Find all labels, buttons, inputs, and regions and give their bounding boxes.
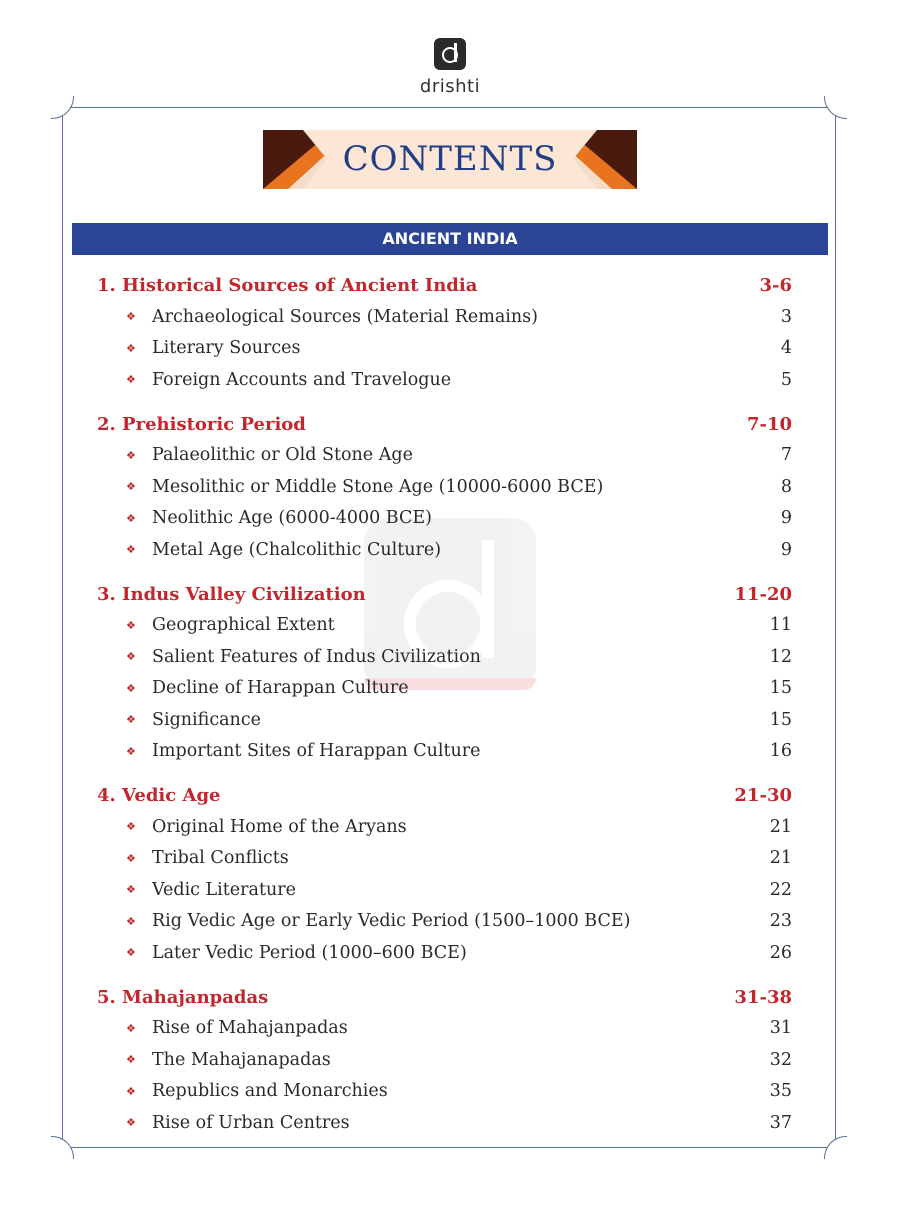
list-item-label: Neolithic Age (6000-4000 BCE) [152, 508, 432, 529]
diamond-bullet-icon: ❖ [126, 373, 136, 387]
list-item[interactable] [97, 906, 792, 938]
diamond-bullet-icon: ❖ [126, 713, 136, 727]
diamond-bullet-icon: ❖ [126, 946, 136, 960]
list-item-page: 8 [780, 476, 792, 497]
contents-banner [263, 130, 637, 189]
diamond-bullet-icon: ❖ [126, 1053, 136, 1067]
list-item-left [97, 1113, 350, 1133]
list-item-label: Decline of Harappan Culture [152, 678, 409, 699]
chapter-title: 5. Mahajanpadas [97, 986, 269, 1008]
diamond-bullet-icon: ❖ [126, 618, 136, 632]
list-item[interactable] [97, 1044, 792, 1076]
diamond-bullet-icon: ❖ [126, 1116, 136, 1130]
list-item-left [97, 508, 432, 528]
list-item-label: Salient Features of Indus Civilization [152, 646, 481, 667]
list-item-page: 23 [769, 911, 792, 932]
chapter-row[interactable] [97, 780, 792, 811]
contents-title: CONTENTS [342, 139, 558, 179]
chapter-title: 4. Vedic Age [97, 785, 221, 806]
list-item[interactable] [97, 736, 792, 768]
chapter [97, 982, 792, 1139]
diamond-bullet-icon: ❖ [126, 681, 136, 695]
list-item-page: 12 [769, 646, 792, 667]
list-item-left [97, 911, 630, 931]
section-header: ANCIENT INDIA [72, 223, 828, 255]
list-item-left [97, 647, 481, 667]
diamond-bullet-icon: ❖ [126, 650, 136, 664]
table-of-contents [97, 270, 792, 1152]
list-item-page: 22 [769, 879, 792, 900]
list-item-left [97, 615, 335, 635]
list-item-label: Rise of Mahajanpadas [152, 1018, 348, 1039]
list-item-left [97, 880, 296, 900]
list-item-label: Important Sites of Harappan Culture [152, 741, 481, 762]
list-item-left [97, 1081, 388, 1101]
list-item-label: Literary Sources [152, 338, 301, 359]
list-item-left [97, 1018, 348, 1038]
list-item-left [97, 741, 480, 761]
list-item-page: 26 [769, 942, 792, 963]
list-item-label: Archaeological Sources (Material Remains) [152, 306, 538, 327]
list-item-left [97, 1050, 331, 1070]
drishti-logo-icon [434, 38, 466, 70]
list-item-label: Foreign Accounts and Travelogue [152, 369, 452, 390]
list-item-label: Republics and Monarchies [152, 1081, 388, 1102]
chapter-row[interactable] [97, 982, 792, 1013]
diamond-bullet-icon: ❖ [126, 883, 136, 897]
diamond-bullet-icon: ❖ [126, 1084, 136, 1098]
list-item-left [97, 445, 413, 465]
list-item[interactable] [97, 704, 792, 736]
chapter [97, 409, 792, 566]
list-item-page: 3 [780, 306, 792, 327]
list-item-page: 16 [769, 741, 792, 762]
list-item[interactable] [97, 673, 792, 705]
list-item-left [97, 370, 451, 390]
list-item-page: 21 [769, 816, 792, 837]
list-item-left [97, 338, 301, 358]
list-item[interactable] [97, 301, 792, 333]
list-item[interactable] [97, 937, 792, 969]
list-item-label: Tribal Conflicts [152, 848, 289, 869]
diamond-bullet-icon: ❖ [126, 914, 136, 928]
chapter [97, 270, 792, 396]
diamond-bullet-icon: ❖ [126, 851, 136, 865]
list-item-page: 4 [780, 338, 792, 359]
list-item-page: 9 [780, 539, 792, 560]
list-item-left [97, 477, 603, 497]
list-item[interactable] [97, 1107, 792, 1139]
chapter-pages: 7-10 [746, 413, 792, 435]
list-item-left [97, 943, 467, 963]
list-item[interactable] [97, 333, 792, 365]
list-item-label: Palaeolithic or Old Stone Age [152, 445, 413, 466]
chapter-pages: 11-20 [734, 583, 792, 605]
list-item-label: The Mahajanapadas [152, 1049, 331, 1070]
diamond-bullet-icon: ❖ [126, 820, 136, 834]
chapter-row[interactable] [97, 409, 792, 440]
list-item[interactable] [97, 440, 792, 472]
list-item-page: 15 [769, 709, 792, 730]
list-item-left [97, 307, 538, 327]
list-item-page: 15 [769, 678, 792, 699]
list-item[interactable] [97, 364, 792, 396]
chapter-pages: 3-6 [759, 275, 792, 296]
list-item-left [97, 710, 261, 730]
list-item[interactable] [97, 1076, 792, 1108]
list-item-page: 5 [780, 369, 792, 390]
list-item[interactable] [97, 843, 792, 875]
list-item-label: Later Vedic Period (1000–600 BCE) [152, 942, 467, 963]
list-item-label: Rise of Urban Centres [152, 1112, 350, 1133]
list-item-label: Vedic Literature [152, 879, 296, 900]
chapter-title: 1. Historical Sources of Ancient India [97, 275, 478, 296]
diamond-bullet-icon: ❖ [126, 480, 136, 494]
chapter [97, 780, 792, 969]
list-item-page: 35 [769, 1081, 792, 1102]
list-item-page: 31 [769, 1018, 792, 1039]
list-item-label: Original Home of the Aryans [152, 816, 407, 837]
list-item-left [97, 540, 441, 560]
diamond-bullet-icon: ❖ [126, 310, 136, 324]
chapter-row[interactable] [97, 579, 792, 610]
chapter-title: 2. Prehistoric Period [97, 413, 306, 435]
list-item[interactable] [97, 503, 792, 535]
list-item[interactable] [97, 534, 792, 566]
list-item-label: Mesolithic or Middle Stone Age (10000-6000 BCE) [152, 476, 604, 497]
list-item-left [97, 678, 409, 698]
chapter-title: 3. Indus Valley Civilization [97, 583, 366, 605]
list-item-page: 7 [780, 445, 792, 466]
list-item-label: Significance [152, 709, 261, 730]
list-item-page: 9 [780, 508, 792, 529]
list-item-label: Metal Age (Chalcolithic Culture) [152, 539, 442, 560]
list-item-label: Geographical Extent [152, 615, 335, 636]
drishti-logo [0, 38, 900, 97]
chapter-pages: 31-38 [734, 986, 792, 1008]
list-item-label: Rig Vedic Age or Early Vedic Period (1500–1000 BCE) [152, 911, 631, 932]
diamond-bullet-icon: ❖ [126, 511, 136, 525]
chapter-pages: 21-30 [734, 785, 792, 806]
list-item-left [97, 848, 289, 868]
diamond-bullet-icon: ❖ [126, 448, 136, 462]
list-item-left [97, 817, 407, 837]
list-item[interactable] [97, 610, 792, 642]
list-item[interactable] [97, 874, 792, 906]
chapter-row[interactable] [97, 270, 792, 301]
list-item-page: 11 [769, 615, 792, 636]
list-item-page: 21 [769, 848, 792, 869]
list-item[interactable] [97, 1013, 792, 1045]
list-item-page: 37 [769, 1112, 792, 1133]
diamond-bullet-icon: ❖ [126, 543, 136, 557]
logo-text: drishti [419, 76, 481, 97]
diamond-bullet-icon: ❖ [126, 341, 136, 355]
list-item[interactable] [97, 471, 792, 503]
diamond-bullet-icon: ❖ [126, 744, 136, 758]
list-item-page: 32 [769, 1049, 792, 1070]
list-item[interactable] [97, 811, 792, 843]
list-item[interactable] [97, 641, 792, 673]
chapter [97, 579, 792, 768]
diamond-bullet-icon: ❖ [126, 1021, 136, 1035]
